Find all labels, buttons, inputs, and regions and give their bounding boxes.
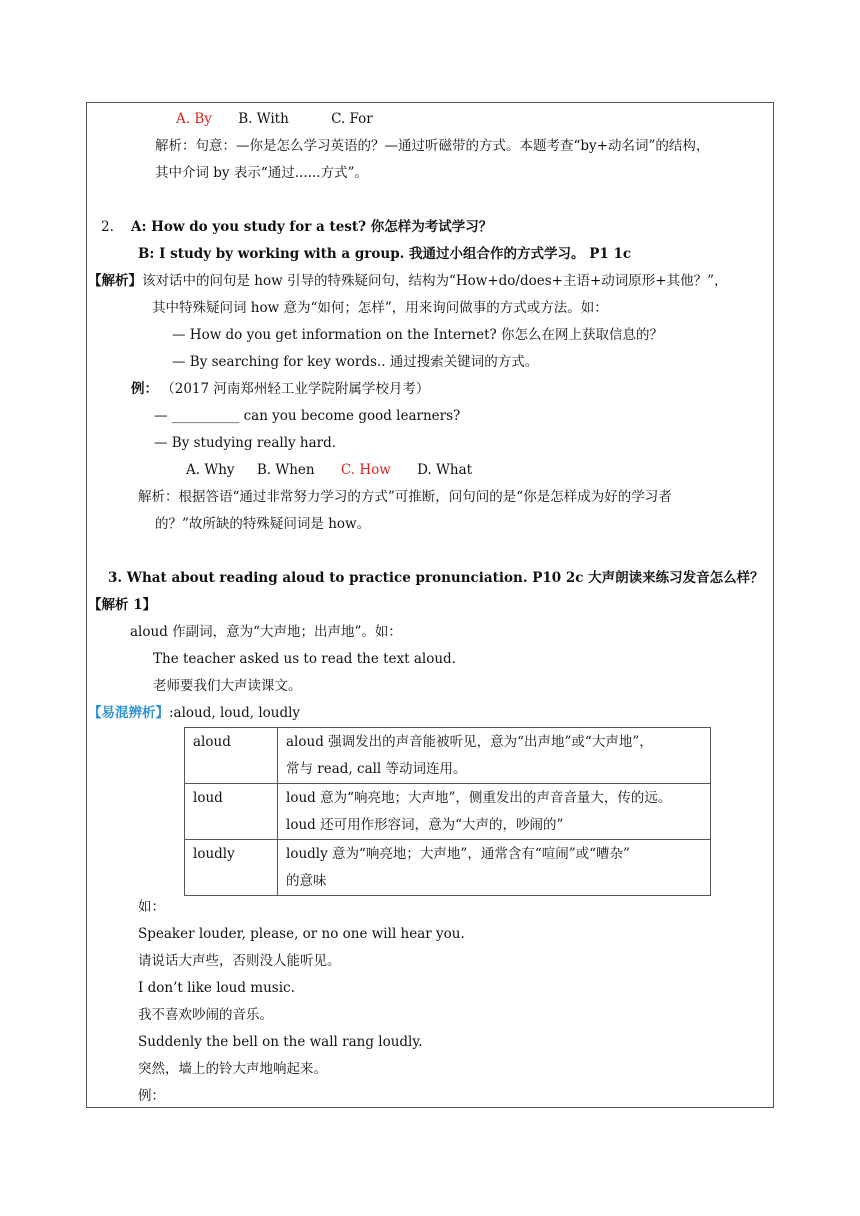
item2-analysis: [88, 272, 727, 290]
item2-exercise-question: — __________ can you become good learners?: [154, 408, 461, 424]
item2-options: [186, 461, 472, 479]
example-line: 请说话大声些，否则没人能听见。: [138, 953, 341, 969]
item2-example-label: [131, 380, 429, 398]
desc-line: loud 意为“响亮地；大声地”，侧重发出的声音音量大，传的远。: [286, 790, 672, 806]
table-word-cell: loud: [185, 784, 278, 840]
aloud-example-en: The teacher asked us to read the text aloud.: [153, 651, 456, 667]
aloud-definition: aloud 作副词，意为“大声地；出声地”。如：: [130, 624, 402, 640]
item2-dialog-b: B: I study by working with a group. 我通过小组合作的方式学习。 P1 1c: [138, 246, 632, 262]
q1-analysis-line2: 其中介词 by 表示“通过......方式”。: [155, 165, 368, 181]
item2-exercise-answer: — By studying really hard.: [154, 435, 337, 451]
example-label: 例：: [131, 381, 158, 397]
q1-options: [176, 110, 373, 128]
item2-number: 2.: [101, 219, 114, 235]
item2-example-a: — By searching for key words.. 通过搜索关键词的方式。: [172, 354, 539, 370]
item3-heading: 3. What about reading aloud to practice pronunciation. P10 2c 大声朗读来练习发音怎么样？: [108, 570, 764, 586]
analysis-tag: 【解析】: [88, 273, 142, 289]
item2-exercise-analysis-line1: 解析：根据答语“通过非常努力学习的方式”可推断，问句问的是“你是怎样成为好的学习者: [138, 489, 672, 505]
table-desc-cell: [278, 728, 711, 784]
example-line: 突然，墙上的铃大声地响起来。: [138, 1061, 327, 1077]
desc-line: loudly 意为“响亮地；大声地”，通常含有“喧闹”或“嘈杂”: [286, 846, 630, 862]
confusion-words: :aloud, loud, loudly: [169, 705, 301, 721]
desc-line: loud 还可用作形容词，意为“大声的，吵闹的”: [286, 817, 564, 833]
example-line: Speaker louder, please, or no one will hear you.: [138, 926, 465, 942]
desc-line: 的意味: [286, 873, 327, 889]
table-desc-cell: [278, 840, 711, 896]
table-word-cell: aloud: [185, 728, 278, 784]
desc-line: aloud 强调发出的声音能被听见，意为“出声地”或“大声地”，: [286, 734, 653, 750]
confusion-heading: [88, 704, 300, 722]
table-row: [185, 784, 711, 840]
q1-option-c: C. For: [331, 111, 373, 127]
table-word-cell: loudly: [185, 840, 278, 896]
item2-dialog-a: A: How do you study for a test? 你怎样为考试学习？: [131, 219, 493, 235]
example-line: I don’t like loud music.: [138, 980, 295, 996]
li-label: 例：: [138, 1088, 165, 1104]
item3-analysis-tag: 【解析 1】: [88, 597, 157, 613]
aloud-example-zh: 老师要我们大声读课文。: [153, 678, 302, 694]
item2-option-b: B. When: [256, 462, 315, 478]
example-source: （2017 河南郑州轻工业学院附属学校月考）: [168, 381, 430, 397]
item2-example-q: — How do you get information on the Internet? 你怎么在网上获取信息的？: [172, 327, 664, 343]
table-desc-cell: [278, 784, 711, 840]
ru-label: 如：: [138, 899, 165, 915]
item2-exercise-analysis-line2: 的？”故所缺的特殊疑问词是 how。: [155, 516, 371, 532]
q1-analysis-line1: 解析：句意：—你是怎么学习英语的？—通过听磁带的方式。本题考查“by+动名词”的结构，: [155, 138, 710, 154]
item2-option-d: D. What: [417, 462, 473, 478]
example-line: Suddenly the bell on the wall rang loudly.: [138, 1034, 423, 1050]
item2-option-c: C. How: [340, 462, 391, 478]
table-row: [185, 840, 711, 896]
item2-analysis-line1: 该对话中的问句是 how 引导的特殊疑问句，结构为“How+do/does+主语+动词原形+其他？”，: [142, 273, 728, 289]
example-line: 我不喜欢吵闹的音乐。: [138, 1007, 273, 1023]
item2-analysis-line2: 其中特殊疑问词 how 意为“如何；怎样”，用来询问做事的方式或方法。如：: [152, 300, 608, 316]
desc-line: 常与 read, call 等动词连用。: [286, 761, 467, 777]
table-row: [185, 728, 711, 784]
q1-option-b: B. With: [238, 111, 289, 127]
q1-option-a: A. By: [176, 111, 212, 127]
item2-option-a: A. Why: [186, 462, 235, 478]
confusion-tag: 【易混辨析】: [88, 705, 169, 721]
comparison-table: [184, 727, 711, 896]
